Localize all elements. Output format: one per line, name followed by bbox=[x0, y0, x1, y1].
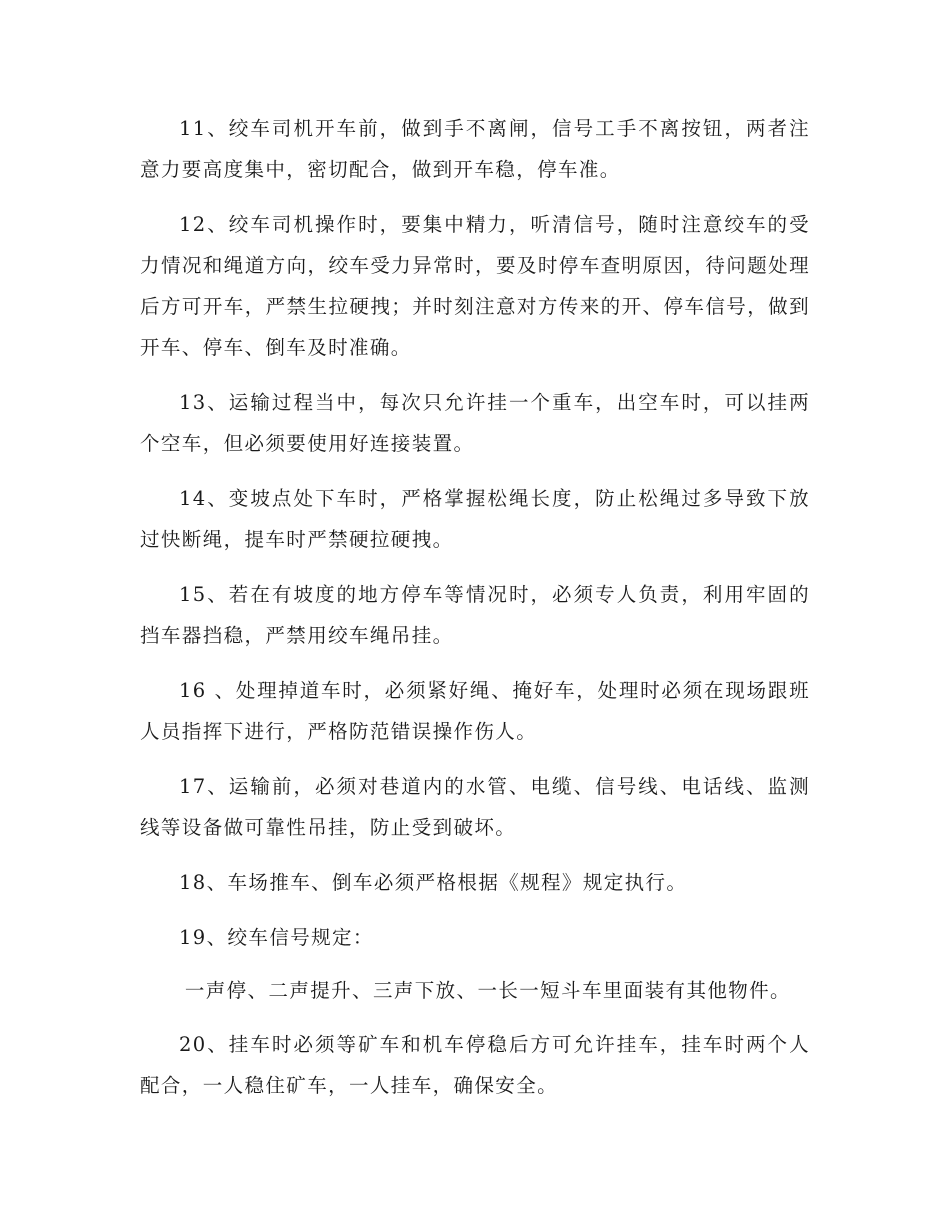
paragraph-15: 15、若在有坡度的地方停车等情况时，必须专人负责，利用牢固的挡车器挡稳，严禁用绞车绳吊挂。 bbox=[140, 583, 810, 647]
paragraph-17: 17、运输前，必须对巷道内的水管、电缆、信号线、电话线、监测线等设备做可靠性吊挂，防止受到破坏。 bbox=[140, 775, 810, 839]
paragraph-13: 13、运输过程当中，每次只允许挂一个重车，出空车时，可以挂两个空车，但必须要使用好连接装置。 bbox=[140, 391, 810, 455]
paragraph-11: 11、绞车司机开车前，做到手不离闸，信号工手不离按钮，两者注意力要高度集中，密切配合，做到开车稳，停车准。 bbox=[140, 117, 810, 181]
paragraph-16: 16 、处理掉道车时，必须紧好绳、掩好车，处理时必须在现场跟班人员指挥下进行，严格防范错误操作伤人。 bbox=[140, 679, 810, 743]
paragraph-19: 19、绞车信号规定： bbox=[179, 926, 374, 949]
paragraph-signal-rules: 一声停、二声提升、三声下放、一长一短斗车里面装有其他物件。 bbox=[184, 979, 791, 1002]
paragraph-18: 18、车场推车、倒车必须严格根据《规程》规定执行。 bbox=[179, 871, 688, 894]
paragraph-20: 20、挂车时必须等矿车和机车停稳后方可允许挂车，挂车时两个人配合，一人稳住矿车，一人挂车，确保安全。 bbox=[140, 1033, 810, 1097]
paragraph-12: 12、绞车司机操作时，要集中精力，听清信号，随时注意绞车的受力情况和绳道方向，绞车受力异常时，要及时停车查明原因，待问题处理后方可开车，严禁生拉硬拽；并时刻注意对方传来的开、停车信号，做到开车、停车、倒车及时准确。 bbox=[140, 213, 810, 359]
paragraph-14: 14、变坡点处下车时，严格掌握松绳长度，防止松绳过多导致下放过快断绳，提车时严禁硬拉硬拽。 bbox=[140, 487, 810, 551]
document-page bbox=[140, 108, 810, 1120]
